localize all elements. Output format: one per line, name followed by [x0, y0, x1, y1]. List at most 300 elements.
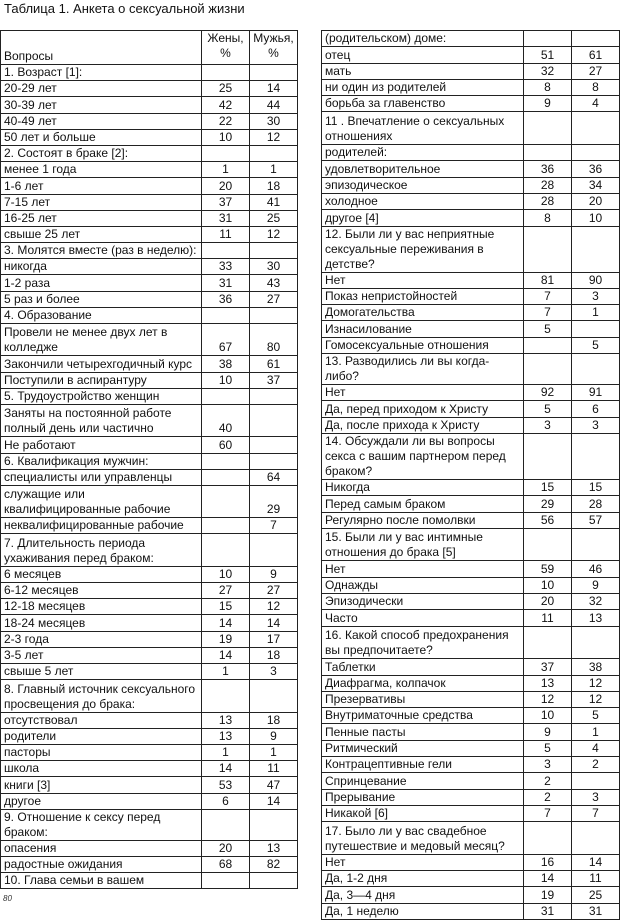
table-row: [1, 356, 298, 372]
men-percent-cell: 2: [572, 756, 620, 772]
men-percent-cell: 17: [250, 631, 298, 647]
question-cell: служащие или квалифицированные рабочие: [1, 485, 202, 517]
women-percent-cell: 10: [524, 708, 572, 724]
men-percent-cell: [250, 873, 298, 889]
women-percent-cell: 1: [202, 664, 250, 680]
question-cell: Эпизодически: [322, 594, 524, 610]
women-percent-cell: 20: [524, 594, 572, 610]
women-percent-cell: [202, 469, 250, 485]
table-row: [1, 744, 298, 760]
question-cell: неквалифицированные рабочие: [1, 518, 202, 534]
question-cell: опасения: [1, 840, 202, 856]
men-percent-cell: [250, 145, 298, 161]
men-percent-cell: 18: [250, 647, 298, 663]
question-cell: Нет: [322, 854, 524, 870]
question-cell: другое: [1, 793, 202, 809]
question-cell: 9. Отношение к сексу перед браком:: [1, 809, 202, 840]
men-percent-cell: [572, 321, 620, 337]
table-row: [322, 512, 620, 528]
table-row: [322, 659, 620, 675]
men-percent-cell: 12: [572, 691, 620, 707]
table-row: [322, 871, 620, 887]
table-row: [1, 664, 298, 680]
men-percent-cell: 7: [572, 805, 620, 821]
women-percent-cell: 28: [524, 177, 572, 193]
table-row: [322, 626, 620, 659]
men-percent-cell: [572, 112, 620, 145]
women-percent-cell: 68: [202, 856, 250, 872]
question-cell: Заняты на постоянной работе полный день или частично: [1, 404, 202, 436]
men-percent-cell: [572, 354, 620, 385]
question-cell: Нет: [322, 272, 524, 288]
question-cell: 13. Разводились ли вы когда-либо?: [322, 354, 524, 385]
men-percent-cell: 61: [250, 356, 298, 372]
women-percent-cell: 7: [524, 305, 572, 321]
table-row: [1, 259, 298, 275]
women-percent-cell: 53: [202, 777, 250, 793]
table-row: [1, 113, 298, 129]
table-row: [1, 226, 298, 242]
table-row: [322, 724, 620, 740]
question-cell: менее 1 года: [1, 162, 202, 178]
table-row: [1, 210, 298, 226]
question-cell: ни один из родителей: [322, 79, 524, 95]
women-percent-cell: 92: [524, 385, 572, 401]
table-row: [322, 561, 620, 577]
men-percent-cell: 25: [572, 887, 620, 903]
men-percent-cell: 18: [250, 712, 298, 728]
table-row: [322, 210, 620, 226]
question-cell: Поступили в аспирантуру: [1, 372, 202, 388]
men-percent-cell: 9: [250, 728, 298, 744]
table-row: [322, 63, 620, 79]
table-row: [1, 145, 298, 161]
question-cell: радостные ожидания: [1, 856, 202, 872]
table-row: [322, 112, 620, 145]
women-percent-cell: 67: [202, 324, 250, 356]
table-row: [322, 822, 620, 855]
men-percent-cell: 1: [572, 305, 620, 321]
men-percent-cell: 13: [250, 840, 298, 856]
table-row: [1, 97, 298, 113]
men-percent-cell: 1: [250, 744, 298, 760]
women-percent-cell: 13: [202, 712, 250, 728]
question-cell: специалисты или управленцы: [1, 469, 202, 485]
men-percent-cell: 32: [572, 594, 620, 610]
men-percent-cell: 6: [572, 401, 620, 417]
men-percent-cell: 1: [572, 724, 620, 740]
page-number: 80: [3, 894, 12, 903]
men-percent-cell: 7: [250, 518, 298, 534]
women-percent-cell: 9: [524, 724, 572, 740]
question-cell: 11 . Впечатление о сексуальных отношениях: [322, 112, 524, 145]
question-cell: Нет: [322, 385, 524, 401]
table-row: [1, 873, 298, 889]
table-row: [1, 680, 298, 712]
table-row: [322, 401, 620, 417]
table-row: [322, 193, 620, 209]
women-percent-cell: 36: [524, 161, 572, 177]
question-cell: 20-29 лет: [1, 81, 202, 97]
men-percent-cell: 3: [572, 288, 620, 304]
table-header-row: [1, 31, 298, 65]
women-percent-cell: 31: [524, 903, 572, 919]
women-percent-cell: 5: [524, 740, 572, 756]
question-cell: 5 раз и более: [1, 291, 202, 307]
women-percent-cell: [524, 337, 572, 353]
women-percent-cell: [202, 809, 250, 840]
women-percent-cell: 31: [202, 275, 250, 291]
question-cell: Пенные пасты: [322, 724, 524, 740]
question-cell: книги [3]: [1, 777, 202, 793]
women-percent-cell: 40: [202, 404, 250, 436]
women-percent-cell: 13: [524, 675, 572, 691]
women-percent-cell: 6: [202, 793, 250, 809]
men-percent-cell: [572, 822, 620, 855]
table-row: [322, 79, 620, 95]
question-cell: холодное: [322, 193, 524, 209]
men-percent-cell: 5: [572, 708, 620, 724]
women-percent-cell: 1: [202, 744, 250, 760]
women-percent-cell: [202, 307, 250, 323]
question-cell: 12. Были ли у вас неприятные сексуальные переживания в детстве?: [322, 226, 524, 272]
table-row: [322, 528, 620, 561]
men-percent-cell: [250, 388, 298, 404]
women-percent-cell: 20: [202, 840, 250, 856]
question-cell: Да, 1 неделю: [322, 903, 524, 919]
men-percent-cell: 27: [250, 583, 298, 599]
women-percent-cell: 5: [524, 321, 572, 337]
women-percent-cell: 59: [524, 561, 572, 577]
men-percent-cell: 46: [572, 561, 620, 577]
question-cell: 10. Глава семьи в вашем: [1, 873, 202, 889]
question-cell: школа: [1, 761, 202, 777]
women-percent-cell: [202, 145, 250, 161]
women-percent-cell: [202, 518, 250, 534]
women-percent-cell: 42: [202, 97, 250, 113]
women-percent-cell: 37: [202, 194, 250, 210]
men-percent-cell: 30: [250, 113, 298, 129]
men-percent-cell: 30: [250, 259, 298, 275]
women-percent-cell: [202, 534, 250, 566]
men-percent-cell: 25: [250, 210, 298, 226]
table-row: [322, 226, 620, 272]
question-cell: борьба за главенство: [322, 96, 524, 112]
women-percent-cell: 19: [524, 887, 572, 903]
question-cell: (родительском) доме:: [322, 31, 524, 47]
women-percent-cell: 33: [202, 259, 250, 275]
men-percent-cell: [250, 453, 298, 469]
table-row: [322, 854, 620, 870]
table-row: [322, 740, 620, 756]
women-percent-cell: [524, 145, 572, 161]
women-percent-cell: 31: [202, 210, 250, 226]
question-cell: мать: [322, 63, 524, 79]
question-cell: свыше 25 лет: [1, 226, 202, 242]
table-row: [1, 566, 298, 582]
question-cell: 5. Трудоустройство женщин: [1, 388, 202, 404]
men-percent-cell: 44: [250, 97, 298, 113]
women-percent-cell: 37: [524, 659, 572, 675]
women-percent-cell: 8: [524, 210, 572, 226]
question-cell: 2. Состоят в браке [2]:: [1, 145, 202, 161]
table-row: [322, 161, 620, 177]
question-cell: 12-18 месяцев: [1, 599, 202, 615]
question-cell: Ритмический: [322, 740, 524, 756]
question-cell: 6. Квалификация мужчин:: [1, 453, 202, 469]
women-percent-cell: 10: [202, 372, 250, 388]
women-percent-cell: 32: [524, 63, 572, 79]
men-percent-cell: 11: [250, 761, 298, 777]
table-row: [322, 272, 620, 288]
survey-table-left: [0, 30, 298, 889]
men-percent-cell: 10: [572, 210, 620, 226]
table-row: [322, 789, 620, 805]
women-percent-cell: 3: [524, 417, 572, 433]
men-percent-cell: 61: [572, 47, 620, 63]
men-percent-cell: 34: [572, 177, 620, 193]
question-cell: Перед самым браком: [322, 496, 524, 512]
question-cell: Диафрагма, колпачок: [322, 675, 524, 691]
men-percent-cell: 12: [250, 599, 298, 615]
question-cell: пасторы: [1, 744, 202, 760]
men-percent-cell: 18: [250, 178, 298, 194]
men-percent-cell: 5: [572, 337, 620, 353]
men-percent-cell: [572, 528, 620, 561]
women-percent-cell: 15: [524, 479, 572, 495]
women-percent-cell: [202, 65, 250, 81]
table-row: [322, 337, 620, 353]
table-row: [1, 534, 298, 566]
women-percent-cell: [524, 226, 572, 272]
table-row: [322, 177, 620, 193]
women-percent-cell: 81: [524, 272, 572, 288]
women-percent-cell: 28: [524, 193, 572, 209]
question-cell: Да, 3—4 дня: [322, 887, 524, 903]
table-row: [1, 178, 298, 194]
table-row: [322, 47, 620, 63]
table-row: [322, 31, 620, 47]
table-row: [1, 162, 298, 178]
question-cell: Гомосексуальные отношения: [322, 337, 524, 353]
table-row: [1, 275, 298, 291]
question-cell: 30-39 лет: [1, 97, 202, 113]
table-row: [322, 417, 620, 433]
women-percent-cell: 1: [202, 162, 250, 178]
table-row: [1, 518, 298, 534]
table-row: [322, 479, 620, 495]
men-percent-cell: [572, 626, 620, 659]
men-percent-cell: 80: [250, 324, 298, 356]
question-cell: Нет: [322, 561, 524, 577]
women-percent-cell: 14: [202, 647, 250, 663]
table-row: [322, 691, 620, 707]
women-percent-cell: 14: [202, 615, 250, 631]
table-row: [1, 485, 298, 517]
table-row: [1, 129, 298, 145]
men-percent-cell: [250, 404, 298, 436]
women-percent-cell: 11: [524, 610, 572, 626]
men-percent-cell: [572, 145, 620, 161]
women-percent-cell: 22: [202, 113, 250, 129]
women-percent-cell: 3: [524, 756, 572, 772]
table-row: [1, 388, 298, 404]
table-row: [1, 599, 298, 615]
question-cell: отсутствовал: [1, 712, 202, 728]
question-cell: 8. Главный источник сексуального просвещения до брака:: [1, 680, 202, 712]
men-percent-cell: 29: [250, 485, 298, 517]
table-row: [1, 615, 298, 631]
question-cell: 1-2 раза: [1, 275, 202, 291]
women-percent-cell: 11: [202, 226, 250, 242]
table-row: [322, 887, 620, 903]
question-cell: Спринцевание: [322, 773, 524, 789]
table-row: [1, 453, 298, 469]
question-cell: Никакой [6]: [322, 805, 524, 821]
women-percent-cell: 36: [202, 291, 250, 307]
women-percent-cell: 10: [524, 577, 572, 593]
question-cell: родителей:: [322, 145, 524, 161]
women-percent-cell: 2: [524, 789, 572, 805]
men-percent-cell: 9: [250, 566, 298, 582]
men-percent-cell: 4: [572, 740, 620, 756]
table-row: [322, 145, 620, 161]
men-percent-cell: 82: [250, 856, 298, 872]
men-percent-cell: 9: [572, 577, 620, 593]
table-row: [322, 805, 620, 821]
men-percent-cell: [250, 243, 298, 259]
women-percent-cell: [202, 680, 250, 712]
women-percent-cell: 29: [524, 496, 572, 512]
question-cell: 40-49 лет: [1, 113, 202, 129]
table-row: [322, 96, 620, 112]
women-percent-cell: [524, 822, 572, 855]
women-percent-cell: 7: [524, 805, 572, 821]
men-percent-cell: 11: [572, 871, 620, 887]
table-row: [322, 577, 620, 593]
men-percent-cell: 3: [250, 664, 298, 680]
table-row: [1, 809, 298, 840]
question-cell: 50 лет и больше: [1, 129, 202, 145]
question-cell: Контрацептивные гели: [322, 756, 524, 772]
question-cell: Показ непристойностей: [322, 288, 524, 304]
question-cell: Прерывание: [322, 789, 524, 805]
question-cell: Никогда: [322, 479, 524, 495]
table-row: [1, 291, 298, 307]
men-percent-cell: 14: [250, 615, 298, 631]
men-percent-cell: [572, 31, 620, 47]
men-percent-cell: 47: [250, 777, 298, 793]
question-cell: 16. Какой способ предохранения вы предпочитаете?: [322, 626, 524, 659]
women-percent-cell: 56: [524, 512, 572, 528]
men-percent-cell: 15: [572, 479, 620, 495]
women-percent-cell: 27: [202, 583, 250, 599]
question-cell: Закончили четырехгодичный курс: [1, 356, 202, 372]
men-percent-cell: 14: [250, 81, 298, 97]
header-men: Мужья, %: [250, 31, 298, 65]
men-percent-cell: 8: [572, 79, 620, 95]
question-cell: Домогательства: [322, 305, 524, 321]
women-percent-cell: 60: [202, 437, 250, 453]
table-row: [322, 594, 620, 610]
men-percent-cell: [250, 307, 298, 323]
women-percent-cell: 9: [524, 96, 572, 112]
table-row: [1, 583, 298, 599]
question-cell: родители: [1, 728, 202, 744]
men-percent-cell: 43: [250, 275, 298, 291]
table-row: [322, 288, 620, 304]
men-percent-cell: 31: [572, 903, 620, 919]
question-cell: Да, после прихода к Христу: [322, 417, 524, 433]
table-row: [1, 194, 298, 210]
question-cell: 7-15 лет: [1, 194, 202, 210]
question-cell: Провели не менее двух лет в колледже: [1, 324, 202, 356]
table-row: [322, 433, 620, 479]
men-percent-cell: 38: [572, 659, 620, 675]
women-percent-cell: 8: [524, 79, 572, 95]
women-percent-cell: 19: [202, 631, 250, 647]
header-questions: Вопросы: [1, 31, 202, 65]
men-percent-cell: 1: [250, 162, 298, 178]
table-row: [1, 404, 298, 436]
table-row: [322, 610, 620, 626]
women-percent-cell: [524, 433, 572, 479]
question-cell: Не работают: [1, 437, 202, 453]
men-percent-cell: 13: [572, 610, 620, 626]
question-cell: 4. Образование: [1, 307, 202, 323]
table-row: [1, 81, 298, 97]
question-cell: 14. Обсуждали ли вы вопросы секса с вашим партнером перед браком?: [322, 433, 524, 479]
men-percent-cell: 64: [250, 469, 298, 485]
table-row: [322, 305, 620, 321]
women-percent-cell: 15: [202, 599, 250, 615]
question-cell: отец: [322, 47, 524, 63]
question-cell: Регулярно после помолвки: [322, 512, 524, 528]
men-percent-cell: 12: [572, 675, 620, 691]
men-percent-cell: [250, 680, 298, 712]
men-percent-cell: 27: [250, 291, 298, 307]
men-percent-cell: [250, 437, 298, 453]
men-percent-cell: 28: [572, 496, 620, 512]
women-percent-cell: 10: [202, 129, 250, 145]
women-percent-cell: 25: [202, 81, 250, 97]
men-percent-cell: 27: [572, 63, 620, 79]
question-cell: удовлетворительное: [322, 161, 524, 177]
table-title: Таблица 1. Анкета о сексуальной жизни: [4, 1, 245, 16]
question-cell: Да, перед приходом к Христу: [322, 401, 524, 417]
women-percent-cell: [202, 453, 250, 469]
table-row: [322, 385, 620, 401]
women-percent-cell: 51: [524, 47, 572, 63]
question-cell: 6-12 месяцев: [1, 583, 202, 599]
question-cell: 15. Были ли у вас интимные отношения до брака [5]: [322, 528, 524, 561]
men-percent-cell: [572, 433, 620, 479]
women-percent-cell: 10: [202, 566, 250, 582]
table-row: [322, 354, 620, 385]
women-percent-cell: 7: [524, 288, 572, 304]
question-cell: 7. Длительность периода ухаживания перед браком:: [1, 534, 202, 566]
women-percent-cell: [202, 388, 250, 404]
women-percent-cell: [524, 626, 572, 659]
question-cell: 18-24 месяцев: [1, 615, 202, 631]
men-percent-cell: [250, 534, 298, 566]
question-cell: другое [4]: [322, 210, 524, 226]
men-percent-cell: 41: [250, 194, 298, 210]
men-percent-cell: [572, 773, 620, 789]
men-percent-cell: 14: [572, 854, 620, 870]
women-percent-cell: [524, 528, 572, 561]
table-row: [1, 469, 298, 485]
